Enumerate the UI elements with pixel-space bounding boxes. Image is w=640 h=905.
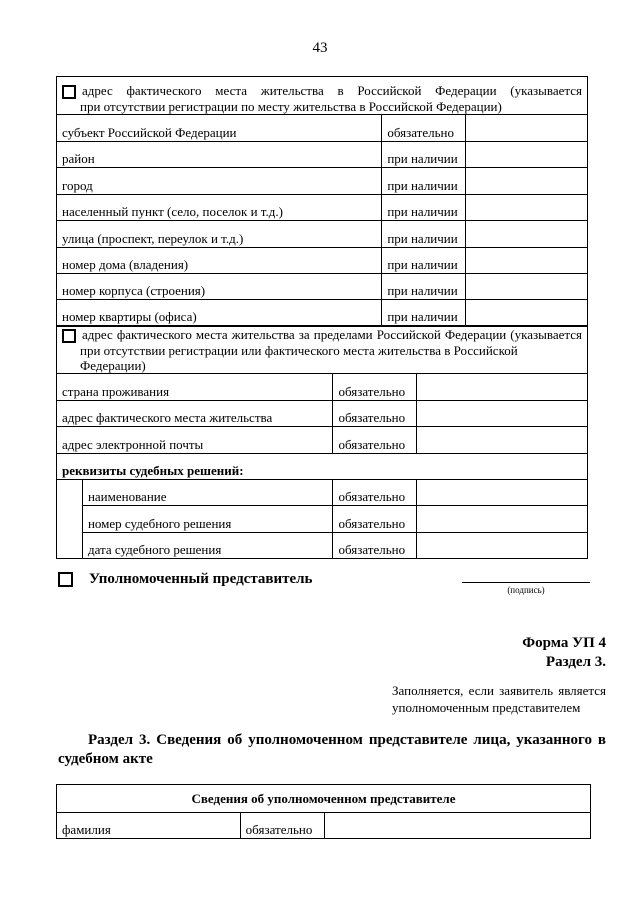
table-row bbox=[57, 300, 588, 326]
field-value[interactable] bbox=[466, 195, 588, 221]
field-requirement: при наличии bbox=[382, 274, 466, 300]
signature-line[interactable] bbox=[462, 582, 590, 583]
domestic-address-table bbox=[56, 76, 588, 326]
fill-note: Заполняется, если заявитель является уполномоченным представителем bbox=[392, 683, 606, 715]
field-value[interactable] bbox=[417, 533, 588, 559]
field-label: номер корпуса (строения) bbox=[57, 274, 382, 300]
field-requirement: при наличии bbox=[382, 221, 466, 248]
field-requirement: обязательно bbox=[333, 533, 417, 559]
foreign-address-header bbox=[57, 327, 588, 374]
field-value[interactable] bbox=[417, 506, 588, 533]
foreign-address-header-line1: адрес фактического места жительства за пределами Российской Федерации (указывается bbox=[82, 327, 582, 342]
field-requirement: при наличии bbox=[382, 168, 466, 195]
field-label: номер судебного решения bbox=[82, 506, 333, 533]
field-requirement: обязательно bbox=[240, 813, 324, 839]
field-value[interactable] bbox=[466, 300, 588, 326]
field-label: адрес электронной почты bbox=[57, 427, 333, 454]
signature-caption: (подпись) bbox=[507, 585, 545, 595]
representative-checkbox[interactable] bbox=[58, 572, 73, 587]
table-row bbox=[57, 115, 588, 142]
table-row bbox=[57, 506, 588, 533]
field-value[interactable] bbox=[417, 480, 588, 506]
field-requirement: при наличии bbox=[382, 142, 466, 168]
section3-title: Раздел 3. Сведения об уполномоченном представителе лица, указанного в судебном акте bbox=[58, 732, 606, 767]
table-row bbox=[57, 274, 588, 300]
field-requirement: обязательно bbox=[333, 374, 417, 401]
foreign-address-table bbox=[56, 326, 588, 559]
table-row bbox=[57, 195, 588, 221]
table-row bbox=[57, 142, 588, 168]
representative-table-header: Сведения об уполномоченном представителе bbox=[57, 785, 591, 813]
field-label: номер дома (владения) bbox=[57, 248, 382, 274]
field-value[interactable] bbox=[466, 221, 588, 248]
table-row bbox=[57, 221, 588, 248]
field-value[interactable] bbox=[466, 168, 588, 195]
table-row bbox=[57, 374, 588, 401]
field-label: адрес фактического места жительства bbox=[57, 401, 333, 427]
court-decisions-header: реквизиты судебных решений: bbox=[57, 454, 588, 480]
representative-row bbox=[58, 571, 313, 588]
foreign-address-header-line2: при отсутствии регистрации или фактического места жительства в Российской Федерации) bbox=[80, 343, 518, 374]
field-requirement: обязательно bbox=[333, 427, 417, 454]
field-label: дата судебного решения bbox=[82, 533, 333, 559]
table-row bbox=[57, 480, 588, 506]
field-value[interactable] bbox=[417, 374, 588, 401]
field-requirement: обязательно bbox=[333, 506, 417, 533]
table-row bbox=[57, 427, 588, 454]
field-value[interactable] bbox=[417, 401, 588, 427]
domestic-address-checkbox[interactable] bbox=[62, 85, 76, 99]
page-number: 43 bbox=[312, 40, 328, 56]
field-label: номер квартиры (офиса) bbox=[57, 300, 382, 326]
field-value[interactable] bbox=[466, 248, 588, 274]
field-label: район bbox=[57, 142, 382, 168]
domestic-address-header bbox=[57, 77, 588, 115]
form-title-line2: Раздел 3. bbox=[545, 654, 606, 670]
table-row bbox=[57, 168, 588, 195]
field-label: субъект Российской Федерации bbox=[57, 115, 382, 142]
field-value[interactable] bbox=[417, 427, 588, 454]
field-requirement: при наличии bbox=[382, 195, 466, 221]
field-requirement: при наличии bbox=[382, 300, 466, 326]
table-row bbox=[57, 813, 591, 839]
foreign-address-checkbox[interactable] bbox=[62, 329, 76, 343]
field-requirement: при наличии bbox=[382, 248, 466, 274]
representative-table bbox=[56, 784, 591, 839]
indent-cell bbox=[57, 480, 83, 559]
representative-label: Уполномоченный представитель bbox=[89, 571, 313, 587]
domestic-address-header-line2: при отсутствии регистрации по месту жительства в Российской Федерации) bbox=[80, 99, 502, 114]
field-value[interactable] bbox=[324, 813, 590, 839]
field-label: страна проживания bbox=[57, 374, 333, 401]
field-value[interactable] bbox=[466, 274, 588, 300]
field-label: наименование bbox=[82, 480, 333, 506]
form-title bbox=[522, 634, 606, 672]
field-label: населенный пункт (село, поселок и т.д.) bbox=[57, 195, 382, 221]
field-label: улица (проспект, переулок и т.д.) bbox=[57, 221, 382, 248]
field-label: город bbox=[57, 168, 382, 195]
domestic-address-header-line1: адрес фактического места жительства в Российской Федерации (указывается bbox=[82, 82, 582, 98]
field-value[interactable] bbox=[466, 142, 588, 168]
form-title-line1: Форма УП 4 bbox=[522, 635, 606, 651]
table-row bbox=[57, 401, 588, 427]
field-requirement: обязательно bbox=[382, 115, 466, 142]
field-requirement: обязательно bbox=[333, 480, 417, 506]
field-label: фамилия bbox=[57, 813, 241, 839]
field-value[interactable] bbox=[466, 115, 588, 142]
table-row bbox=[57, 533, 588, 559]
table-row bbox=[57, 248, 588, 274]
field-requirement: обязательно bbox=[333, 401, 417, 427]
